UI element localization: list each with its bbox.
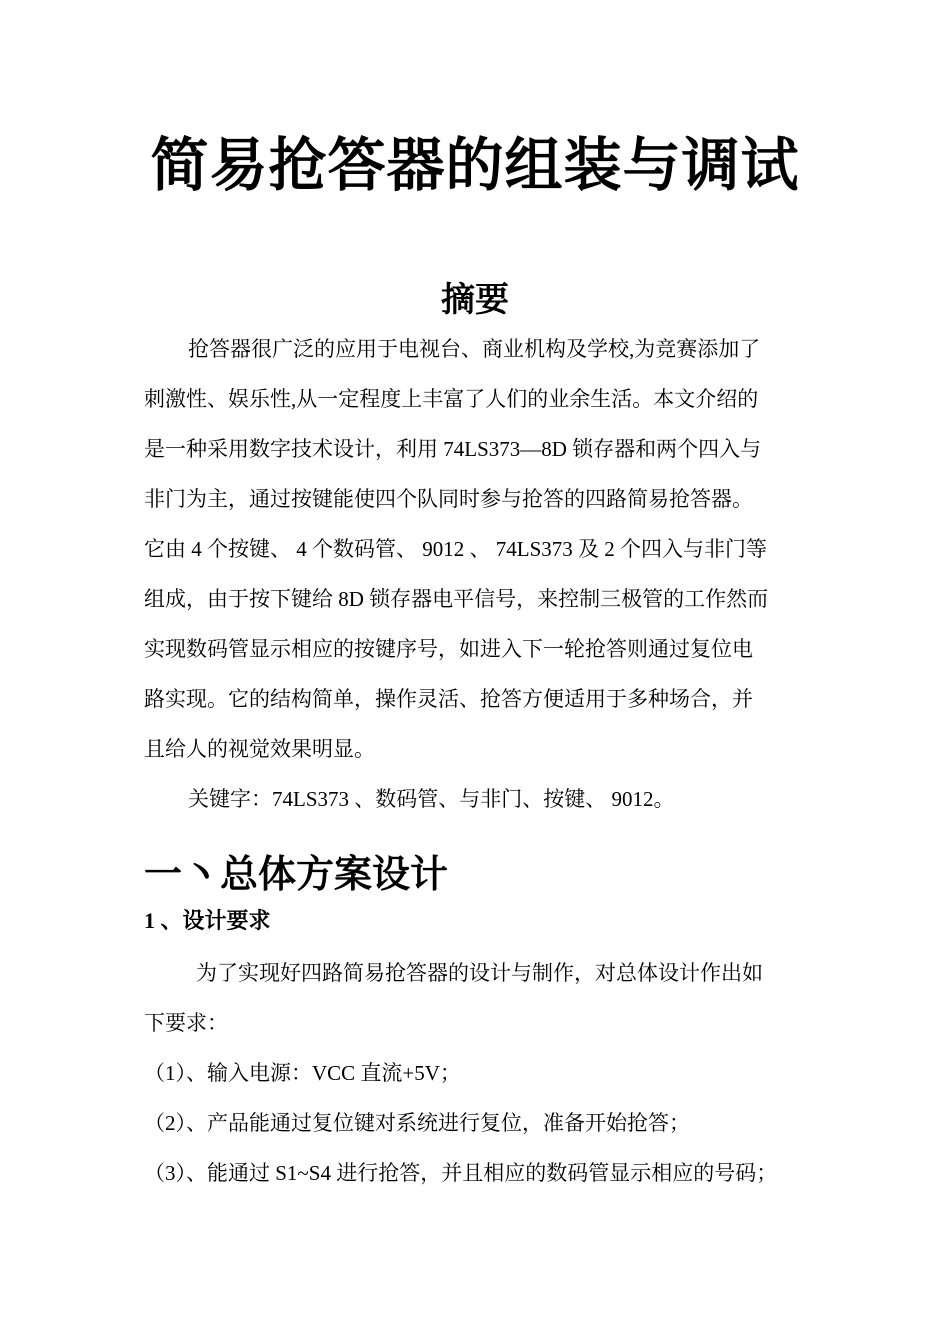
body-line: 下要求： [144, 1011, 228, 1035]
abstract-line: 实现数码管显示相应的按键序号，如进入下一轮抢答则通过复位电 [144, 637, 753, 661]
abstract-line: 且给人的视觉效果明显。 [144, 737, 375, 761]
abstract-line: 它由 4 个按键、 4 个数码管、 9012 、 74LS373 及 2 个四入与非门等 [144, 537, 768, 561]
requirement-item: （3）、能通过 S1~S4 进行抢答，并且相应的数码管显示相应的号码； [144, 1161, 778, 1185]
abstract-line: 组成，由于按下键给 8D 锁存器电平信号，来控制三极管的工作然而 [144, 587, 769, 611]
abstract-line: 刺激性、娱乐性,从一定程度上丰富了人们的业余生活。本文介绍的 [144, 387, 759, 411]
abstract-line: 路实现。它的结构简单，操作灵活、抢答方便适用于多种场合，并 [144, 687, 753, 711]
abstract-line: 抢答器很广泛的应用于电视台、商业机构及学校,为竞赛添加了 [188, 337, 761, 361]
body-line: 为了实现好四路简易抢答器的设计与制作，对总体设计作出如 [196, 961, 763, 985]
subsection-heading: 1 、设计要求 [144, 908, 271, 933]
abstract-line: 非门为主，通过按键能使四个队同时参与抢答的四路简易抢答器。 [144, 487, 753, 511]
document-title: 简易抢答器的组装与调试 [150, 133, 800, 198]
section-heading: 一丶总体方案设计 [144, 854, 449, 896]
abstract-heading: 摘要 [441, 282, 509, 319]
requirement-item: （2）、产品能通过复位键对系统进行复位，准备开始抢答； [144, 1111, 690, 1135]
requirement-item: （1）、输入电源：VCC 直流+5V； [144, 1061, 461, 1085]
abstract-line: 是一种采用数字技术设计，利用 74LS373—8D 锁存器和两个四入与 [144, 437, 762, 461]
keywords-line: 关键字：74LS373 、数码管、与非门、按键、 9012。 [188, 787, 675, 811]
